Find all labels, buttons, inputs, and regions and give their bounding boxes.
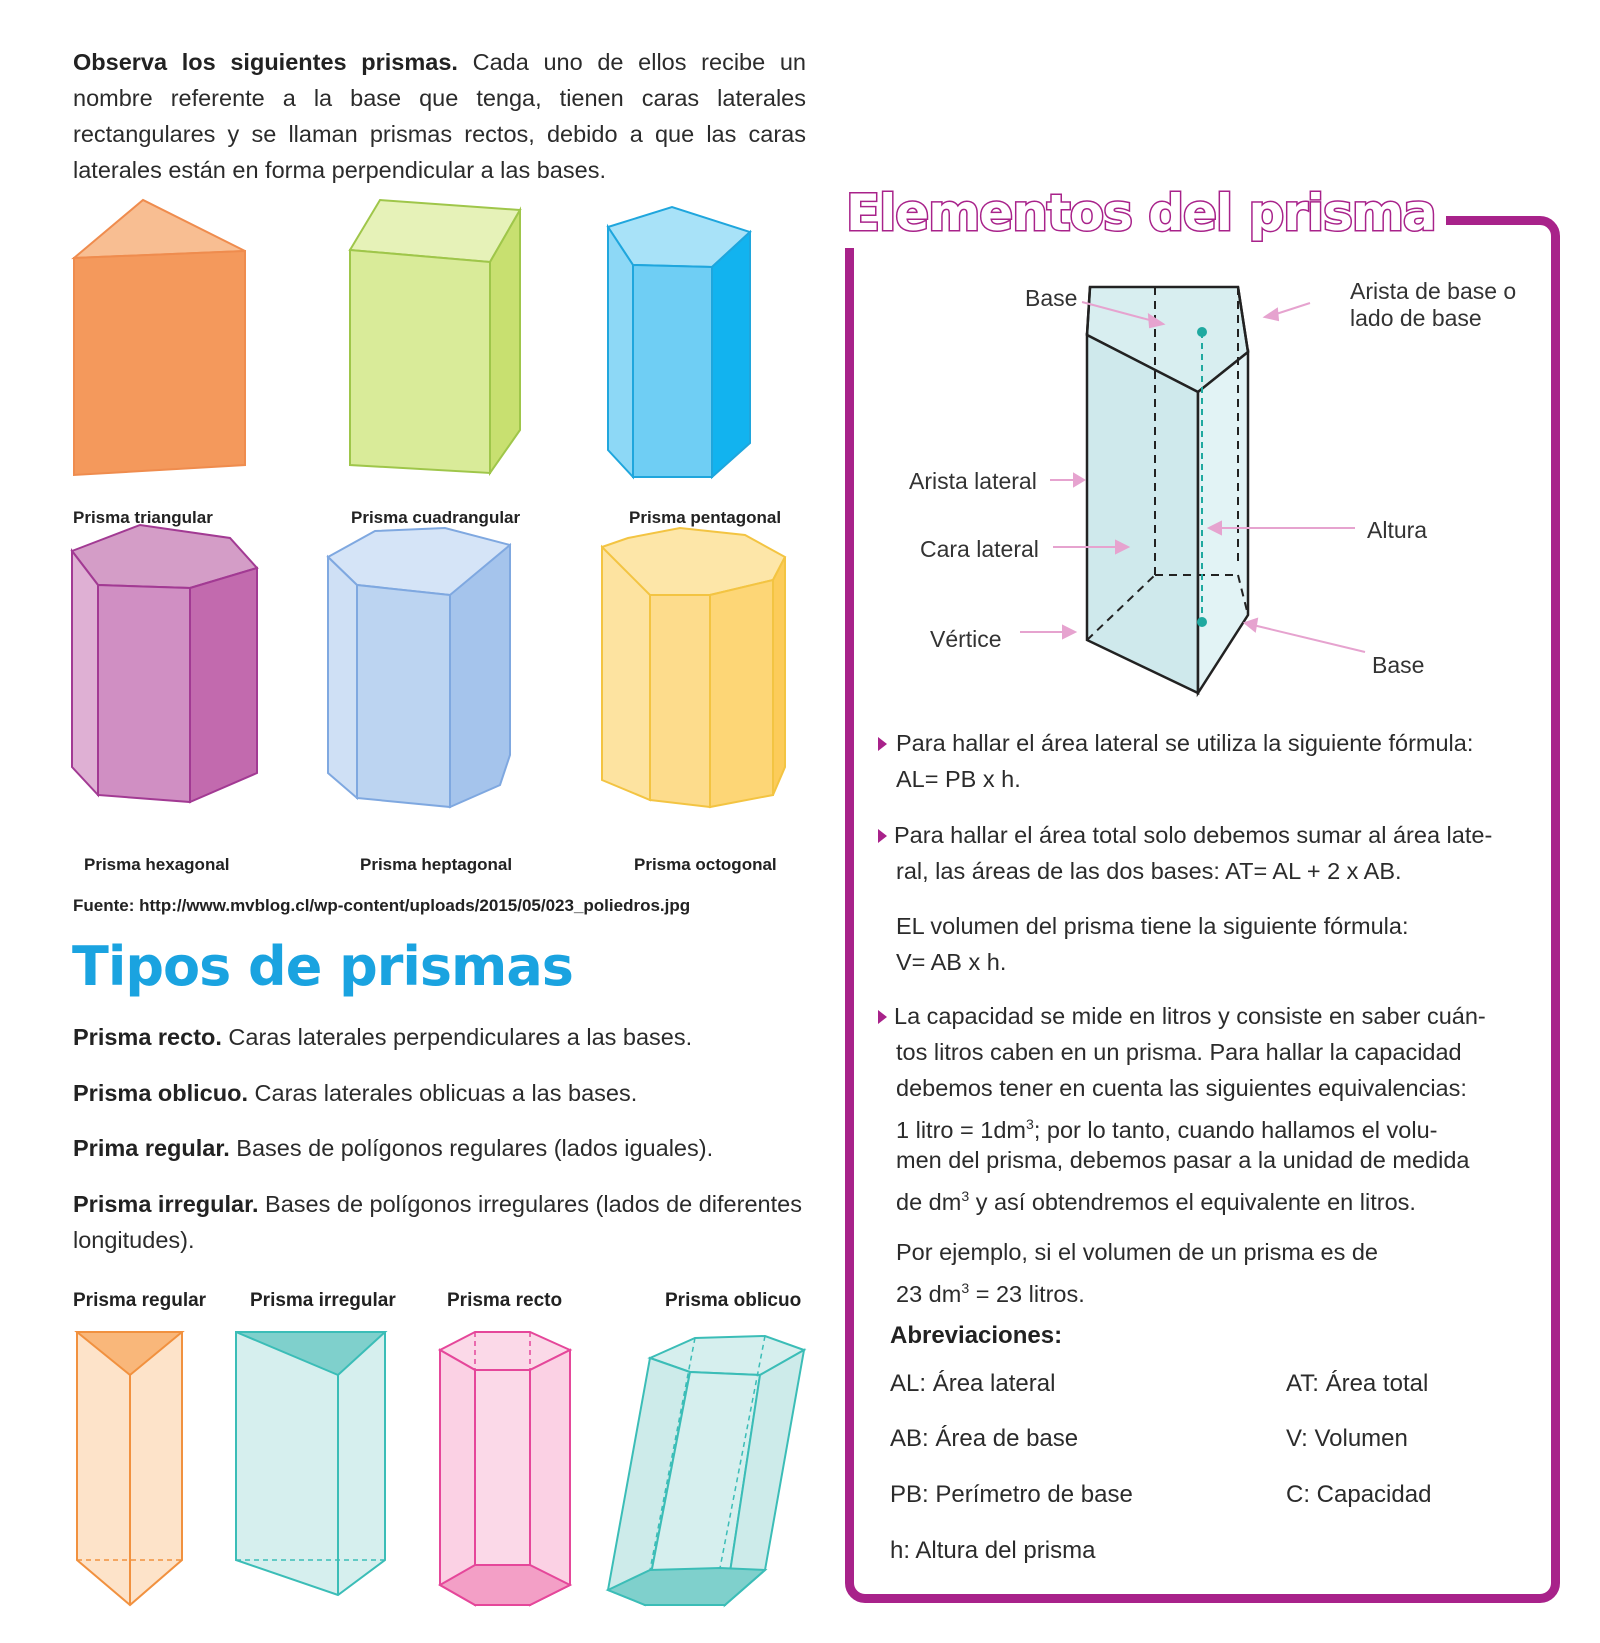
- label-base-bottom: Base: [1372, 652, 1425, 678]
- abbr-c: C: Capacidad: [1286, 1481, 1432, 1508]
- intro-bold: Observa los siguientes prismas.: [73, 49, 458, 75]
- label-arista-lateral: Arista lateral: [909, 468, 1037, 494]
- panel-title: Elementos del prisma: [842, 178, 1446, 248]
- area-total-line2: ral, las áreas de las dos bases: AT= AL + 2 x AB.: [896, 858, 1402, 884]
- bullet-icon: [878, 829, 887, 843]
- bullet-icon: [878, 1010, 887, 1024]
- caption-triangular: Prisma triangular: [73, 508, 213, 527]
- type-oblicuo: [73, 1075, 806, 1111]
- capacidad-line5: men del prisma, debemos pasar a la unidad de medida: [896, 1147, 1470, 1173]
- abreviaciones-title: Abreviaciones:: [890, 1322, 1063, 1349]
- text-part: y así obtendremos el equivalente en litros.: [969, 1188, 1416, 1215]
- volumen-line2: V= AB x h.: [896, 949, 1007, 975]
- hexagonal-prism-figure: [72, 525, 257, 802]
- type-term: Prisma recto.: [73, 1024, 222, 1050]
- square-prism-figure: [350, 200, 520, 473]
- abbr-v: V: Volumen: [1286, 1425, 1408, 1452]
- text-part: 23 dm: [896, 1280, 962, 1307]
- label-vertice: Vértice: [930, 626, 1002, 652]
- capacidad-line1: La capacidad se mide en litros y consiste en saber cuán-: [894, 1003, 1486, 1029]
- intro-text: Cada uno de ellos recibe un nombre referente a la base que tenga, tienen caras laterales rectangulares y se llaman prismas rectos, debido a que las caras laterales están en forma perpendicular a las bases.: [73, 49, 806, 183]
- type-irregular: [73, 1186, 806, 1258]
- caption-oblicuo: Prisma oblicuo: [665, 1290, 802, 1311]
- type-recto: [73, 1019, 806, 1055]
- type-desc: Caras laterales perpendiculares a las bases.: [221, 1024, 693, 1050]
- abbr-at: AT: Área total: [1286, 1370, 1429, 1397]
- caption-cuadrangular: Prisma cuadrangular: [351, 508, 521, 527]
- caption-octogonal: Prisma octogonal: [634, 855, 777, 874]
- right-prism-figure: [440, 1332, 570, 1605]
- bullet-icon: [878, 737, 887, 751]
- tipos-title: Tipos de prismas: [72, 935, 573, 998]
- abbr-h: h: Altura del prisma: [890, 1537, 1096, 1564]
- ejemplo-line2: [896, 1270, 1085, 1312]
- area-lateral-line1: Para hallar el área lateral se utiliza la siguiente fórmula:: [896, 730, 1474, 756]
- caption-pentagonal: Prisma pentagonal: [629, 508, 782, 527]
- capacidad-line3: debemos tener en cuenta las siguientes equivalencias:: [896, 1075, 1467, 1101]
- caption-recto: Prisma recto: [447, 1290, 563, 1311]
- superscript-3: 3: [961, 1280, 970, 1296]
- capacidad-line2: tos litros caben en un prisma. Para hallar la capacidad: [896, 1039, 1462, 1065]
- text-part: = 23 litros.: [969, 1280, 1085, 1307]
- label-altura: Altura: [1367, 517, 1428, 543]
- abbr-pb: PB: Perímetro de base: [890, 1481, 1133, 1508]
- caption-irregular: Prisma irregular: [250, 1290, 396, 1311]
- label-arista-base-1: Arista de base o: [1350, 278, 1517, 304]
- type-term: Prima regular.: [73, 1135, 230, 1161]
- abbr-ab: AB: Área de base: [890, 1425, 1079, 1452]
- triangular-prism-figure: [74, 200, 245, 475]
- area-total-line1: Para hallar el área total solo debemos sumar al área late-: [894, 822, 1493, 848]
- caption-regular: Prisma regular: [73, 1290, 207, 1311]
- volumen-line1: EL volumen del prisma tiene la siguiente fórmula:: [896, 913, 1409, 939]
- capacidad-line6: [896, 1178, 1416, 1220]
- text-part: de dm: [896, 1188, 962, 1215]
- superscript-3: 3: [1025, 1116, 1034, 1132]
- type-desc: Bases de polígonos regulares (lados iguales).: [229, 1135, 714, 1161]
- area-lateral-line2: AL= PB x h.: [896, 766, 1021, 792]
- intro-paragraph: [73, 44, 806, 188]
- irregular-prism-figure: [236, 1332, 385, 1595]
- label-arista-base-2: lado de base: [1350, 305, 1482, 331]
- octagonal-prism-figure: [602, 528, 785, 807]
- source-citation: Fuente: http://www.mvblog.cl/wp-content/uploads/2015/05/023_poliedros.jpg: [73, 896, 691, 915]
- label-cara-lateral: Cara lateral: [920, 536, 1039, 562]
- type-term: Prisma oblicuo.: [73, 1080, 248, 1106]
- type-desc: Bases de polígonos irregulares (lados de diferentes longitudes).: [73, 1191, 802, 1253]
- prism-types-illustration: [60, 1320, 820, 1620]
- ejemplo-line1: Por ejemplo, si el volumen de un prisma es de: [896, 1239, 1378, 1265]
- regular-prism-figure: [77, 1332, 182, 1605]
- caption-hexagonal: Prisma hexagonal: [84, 855, 230, 874]
- heptagonal-prism-figure: [328, 528, 510, 807]
- abbr-al: AL: Área lateral: [890, 1370, 1056, 1397]
- pentagonal-prism-figure: [608, 207, 750, 477]
- text-part: 1 litro = 1dm: [896, 1116, 1026, 1143]
- text-part: ; por lo tanto, cuando hallamos el volu-: [1033, 1116, 1438, 1143]
- caption-heptagonal: Prisma heptagonal: [360, 855, 513, 874]
- superscript-3: 3: [961, 1188, 970, 1204]
- type-regular: [73, 1130, 806, 1166]
- oblique-prism-figure: [608, 1336, 804, 1605]
- label-base-top: Base: [1025, 285, 1078, 311]
- type-desc: Caras laterales oblicuas a las bases.: [248, 1080, 638, 1106]
- type-term: Prisma irregular.: [73, 1191, 259, 1217]
